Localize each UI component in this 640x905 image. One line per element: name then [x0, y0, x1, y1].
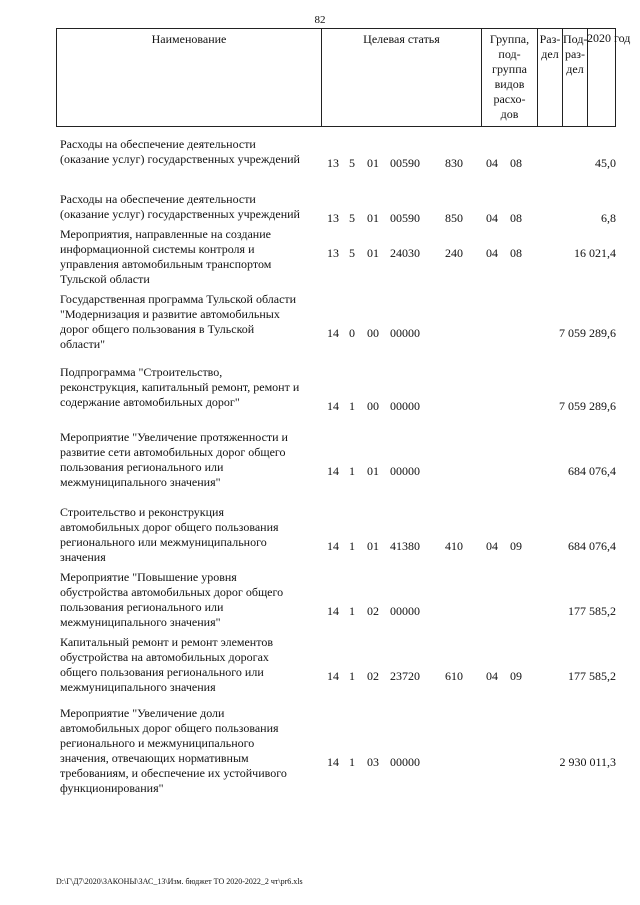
header-line: Группа, [489, 32, 530, 46]
cell-t4: 00000 [390, 755, 420, 769]
page-number: 82 [314, 14, 326, 26]
cell-t1: 13 [327, 211, 339, 225]
cell-t4: 24030 [390, 246, 420, 260]
table-header [56, 28, 616, 127]
row-name-line: Мероприятие "Увеличение доли [60, 706, 225, 720]
table-row [60, 227, 620, 287]
header-expense-group [482, 29, 538, 126]
row-name-line: обустройства на автомобильных дорогах [60, 650, 269, 664]
cell-t2: 1 [349, 399, 355, 413]
row-name [60, 365, 322, 410]
cell-t4: 00590 [390, 156, 420, 170]
cell-t4: 00000 [390, 326, 420, 340]
row-name-line: регионального и межмуниципального [60, 736, 255, 750]
row-name-line: регионального или межмуниципального [60, 535, 267, 549]
cell-amount: 7 059 289,6 [559, 399, 616, 413]
row-name-line: межмуниципального значения" [60, 615, 221, 629]
cell-grp: 610 [445, 669, 463, 683]
row-name-line: дорог общего пользования в Тульской [60, 322, 255, 336]
row-name-line: пользования регионального или [60, 600, 224, 614]
cell-grp: 240 [445, 246, 463, 260]
header-name: Наименование [57, 29, 322, 126]
row-name-line: функционирования" [60, 781, 164, 795]
cell-rz: 04 [486, 156, 498, 170]
row-name-line: значения, отвечающих нормативным [60, 751, 249, 765]
cell-amount: 177 585,2 [568, 669, 616, 683]
cell-prz: 09 [510, 669, 522, 683]
cell-t3: 01 [367, 539, 379, 553]
cell-prz: 08 [510, 246, 522, 260]
row-name [60, 292, 322, 352]
row-name-line: Мероприятие "Увеличение протяженности и [60, 430, 288, 444]
header-line: дел [541, 47, 559, 61]
cell-t4: 23720 [390, 669, 420, 683]
row-name-line: Мероприятие "Повышение уровня [60, 570, 237, 584]
cell-amount: 45,0 [595, 156, 616, 170]
cell-t4: 00000 [390, 604, 420, 618]
row-name-line: Тульской области [60, 272, 150, 286]
cell-rz: 04 [486, 669, 498, 683]
row-name-line: Подпрограмма "Строительство, [60, 365, 223, 379]
cell-t4: 00000 [390, 464, 420, 478]
row-name [60, 227, 322, 287]
row-name-line: автомобильных дорог общего пользования [60, 721, 279, 735]
header-line: дел [566, 62, 584, 76]
row-name-line: межмуниципального значения [60, 680, 216, 694]
header-line: видов [494, 77, 525, 91]
row-name-line: (оказание услуг) государственных учреждений [60, 152, 300, 166]
cell-grp: 830 [445, 156, 463, 170]
cell-amount: 7 059 289,6 [559, 326, 616, 340]
table-row [60, 192, 620, 225]
row-name [60, 137, 322, 167]
cell-t3: 01 [367, 211, 379, 225]
cell-t2: 1 [349, 464, 355, 478]
row-name [60, 570, 322, 630]
cell-t1: 14 [327, 604, 339, 618]
cell-t3: 00 [367, 399, 379, 413]
cell-t3: 02 [367, 669, 379, 683]
header-section [538, 29, 563, 126]
cell-t3: 01 [367, 464, 379, 478]
row-name-line: области" [60, 337, 106, 351]
row-name-line: межмуниципального значения" [60, 475, 221, 489]
row-name [60, 706, 322, 796]
cell-t2: 1 [349, 755, 355, 769]
cell-rz: 04 [486, 246, 498, 260]
row-name-line: пользования регионального или [60, 460, 224, 474]
table-row [60, 505, 620, 565]
row-name-line: Строительство и реконструкция [60, 505, 224, 519]
row-name-line: значения [60, 550, 106, 564]
cell-t1: 14 [327, 464, 339, 478]
file-path-footer: D:\Г\Д7\2020\ЗАКОНЫ\ЗАС_13\Изм. бюджет ТО 2020-2022_2 чт\pr6.xls [56, 877, 303, 886]
cell-t2: 5 [349, 211, 355, 225]
cell-prz: 09 [510, 539, 522, 553]
row-name-line: содержание автомобильных дорог" [60, 395, 240, 409]
cell-grp: 850 [445, 211, 463, 225]
cell-grp: 410 [445, 539, 463, 553]
table-row [60, 570, 620, 630]
cell-amount: 684 076,4 [568, 539, 616, 553]
cell-rz: 04 [486, 211, 498, 225]
cell-t4: 00000 [390, 399, 420, 413]
header-line: Под- [563, 32, 588, 46]
table-row [60, 635, 620, 695]
header-target-article: Целевая статья [322, 29, 482, 126]
cell-amount: 16 021,4 [574, 246, 616, 260]
row-name [60, 192, 322, 222]
cell-t3: 03 [367, 755, 379, 769]
cell-t3: 01 [367, 156, 379, 170]
cell-t3: 01 [367, 246, 379, 260]
cell-t3: 00 [367, 326, 379, 340]
cell-prz: 08 [510, 156, 522, 170]
header-line: под- [498, 47, 521, 61]
table-row [60, 430, 620, 490]
cell-t2: 1 [349, 539, 355, 553]
cell-prz: 08 [510, 211, 522, 225]
cell-rz: 04 [486, 539, 498, 553]
cell-amount: 684 076,4 [568, 464, 616, 478]
table-row [60, 706, 620, 796]
cell-t4: 41380 [390, 539, 420, 553]
cell-t2: 5 [349, 246, 355, 260]
header-line: Раз- [539, 32, 561, 46]
row-name-line: Расходы на обеспечение деятельности [60, 192, 256, 206]
row-name-line: "Модернизация и развитие автомобильных [60, 307, 280, 321]
row-name [60, 430, 322, 490]
row-name-line: требованиям, и обеспечение их устойчивого [60, 766, 287, 780]
row-name-line: автомобильных дорог общего пользования [60, 520, 279, 534]
table-row [60, 137, 620, 170]
cell-t3: 02 [367, 604, 379, 618]
row-name-line: Расходы на обеспечение деятельности [60, 137, 256, 151]
cell-t1: 13 [327, 246, 339, 260]
cell-t2: 1 [349, 604, 355, 618]
row-name-line: Государственная программа Тульской области [60, 292, 297, 306]
row-name-line: обустройства автомобильных дорог общего [60, 585, 284, 599]
row-name-line: (оказание услуг) государственных учреждений [60, 207, 300, 221]
header-year: 2020 год [587, 31, 631, 45]
row-name-line: развитие сети автомобильных дорог общего [60, 445, 286, 459]
header-subsection [563, 29, 588, 126]
row-name-line: Мероприятия, направленные на создание [60, 227, 271, 241]
cell-t1: 14 [327, 755, 339, 769]
row-name-line: общего пользования регионального или [60, 665, 264, 679]
cell-amount: 6,8 [601, 211, 616, 225]
cell-t1: 13 [327, 156, 339, 170]
row-name-line: Капитальный ремонт и ремонт элементов [60, 635, 273, 649]
header-line: дов [500, 107, 519, 121]
row-name-line: информационной системы контроля и [60, 242, 255, 256]
cell-t2: 5 [349, 156, 355, 170]
table-row [60, 365, 620, 413]
header-line: расхо- [493, 92, 526, 106]
row-name [60, 635, 322, 695]
cell-amount: 2 930 011,3 [559, 755, 616, 769]
row-name-line: реконструкция, капитальный ремонт, ремонт и [60, 380, 300, 394]
cell-t4: 00590 [390, 211, 420, 225]
header-line: группа [492, 62, 527, 76]
cell-t2: 1 [349, 669, 355, 683]
row-name-line: управления автомобильным транспортом [60, 257, 272, 271]
cell-t1: 14 [327, 539, 339, 553]
header-line: раз- [564, 47, 586, 61]
cell-t2: 0 [349, 326, 355, 340]
cell-t1: 14 [327, 326, 339, 340]
cell-t1: 14 [327, 669, 339, 683]
row-name [60, 505, 322, 565]
table-row [60, 292, 620, 352]
cell-t1: 14 [327, 399, 339, 413]
cell-amount: 177 585,2 [568, 604, 616, 618]
